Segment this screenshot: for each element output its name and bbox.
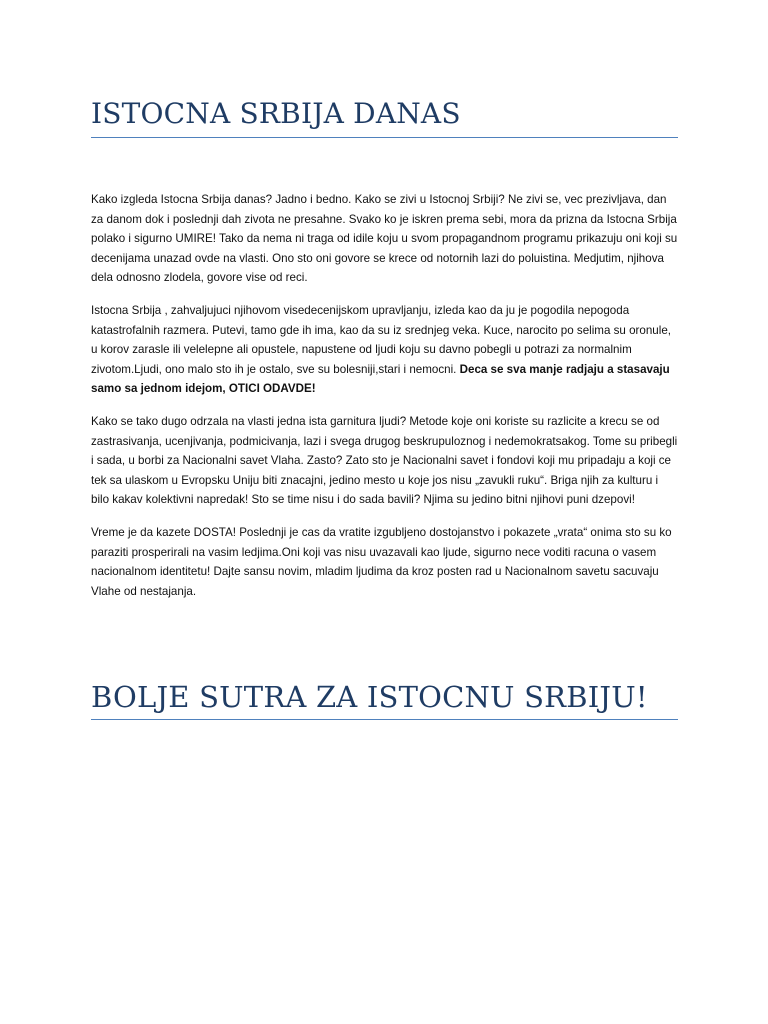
paragraph-2-bold-text: Deca se sva manje radjaju a stasavaju samo sa jednom idejom, OTICI ODAVDE! bbox=[91, 362, 670, 396]
paragraph-2-text: Istocna Srbija , zahvaljujuci njihovom visedecenijskom upravljanju, izleda kao da ju je pogodila nepogoda katastrofalnih razmera. Putevi, tamo gde ih ima, kao da su iz srednjeg veka. Kuce, narocito po selima su oronule, u korov zarasle ili velelepne ali opustele, napustene od ljudi koju su davno pobegli u potrazi za normalnim zivotom.Ljudi, ono malo sto ih je ostalo, sve su bolesniji,stari i nemocni. bbox=[91, 303, 671, 376]
paragraph-2 bbox=[91, 301, 678, 399]
paragraph-4: Vreme je da kazete DOSTA! Poslednji je cas da vratite izgubljeno dostojanstvo i pokazete „vrata“ onima sto su ko paraziti prosperirali na vasim ledjima.Oni koji vas nisu uvazavali kao ljude, sigurno nece voditi racuna o vasem nacionalnom identitetu! Dajte sansu novim, mladim ljudima da kroz posten rad u Nacionalnom savetu sacuvaju Vlahe od nestajanja. bbox=[91, 525, 672, 598]
heading-istocna-srbija-danas: ISTOCNA SRBIJA DANAS bbox=[91, 97, 461, 130]
paragraph-1: Kako izgleda Istocna Srbija danas? Jadno i bedno. Kako se zivi u Istocnoj Srbiji? Ne zivi se, vec prezivljava, dan za danom dok i poslednji dah zivota ne presahne. Svako ko je iskren prema sebi, mora da prizna da Istocna Srbija polako i sigurno UMIRE! Tako da nema ni traga od idile koju u svom propagandnom programu prikazuju oni koji su decenijama unazad ovde na vlasti. Ono sto oni govore se krece od notornih lazi do poluistina. Medjutim, njihova dela odnosno zlodela, govore vise od reci. bbox=[91, 193, 678, 285]
heading-underline bbox=[91, 719, 678, 720]
paragraph-3: Kako se tako dugo odrzala na vlasti jedna ista garnitura ljudi? Metode koje oni koriste su razlicite a krecu se od zastrasivanja, ucenjivanja, podmicivanja, lazi i svega drugog beskrupuloznog i nedemokratsakog. Tome su pribegli i sada, u borbi za Nacionalni savet Vlaha. Zasto? Zato sto je Nacionalni savet i fondovi koji mu pripadaju a koji ce tek sa ulaskom u Evropsku Uniju biti znacajni, jedino mesto u koje jos nisu „zavukli ruku“. Briga njih za kulturu i bilo kakav kolektivni napredak! Sto se time nisu i do sada bavili? Njima su jedino bitni njihovi puni dzepovi! bbox=[91, 414, 678, 507]
heading-underline bbox=[91, 137, 678, 138]
article-body bbox=[91, 190, 678, 614]
heading-bolje-sutra: BOLJE SUTRA ZA ISTOCNU SRBIJU! bbox=[91, 680, 648, 714]
